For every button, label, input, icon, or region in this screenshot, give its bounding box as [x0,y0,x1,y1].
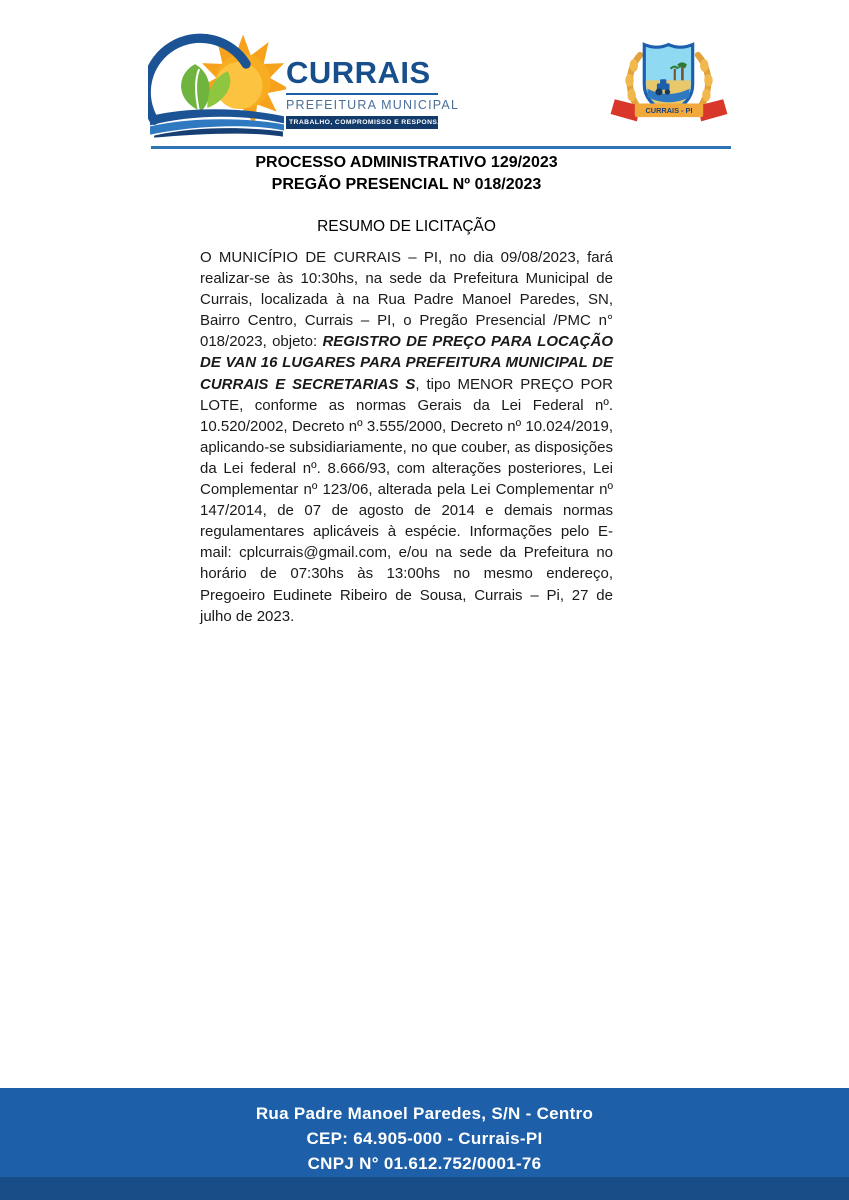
crest-ribbon-label: CURRAIS - PI [645,105,693,115]
document-footer [0,1088,849,1200]
footer-cep: CEP: 64.905-000 - Currais-PI [306,1129,543,1148]
footer-address: Rua Padre Manoel Paredes, S/N - Centro [255,1104,594,1123]
currais-crest [608,34,730,134]
footer-text-block [0,1088,849,1176]
logo-divider [286,93,438,95]
summary-paragraph [200,247,613,627]
logo-text-block [286,55,478,129]
summary-heading: RESUMO DE LICITAÇÃO [317,218,496,235]
logo-subtitle: PREFEITURA MUNICIPAL [286,97,460,112]
logo-tagline-banner: TRABALHO, COMPROMISSO E RESPONSABILIDADE [286,116,438,129]
coat-of-arms-icon [608,34,730,134]
footer-cnpj: CNPJ N° 01.612.752/0001-76 [307,1154,542,1173]
sun-leaf-field-icon [148,30,286,138]
paragraph-lead-text: O MUNICÍPIO DE CURRAIS – PI, no dia 09/08/2023, fará realizar-se às 10:30hs, na sede da Prefeitura Municipal de Currais, localizada à na Rua Padre Manoel Paredes, SN, Bairro Centro, Currais – PI, o Pregão Presencial /PMC n° 018/2023, objeto: [200,249,613,351]
shield-icon [644,45,692,113]
header-divider-line [151,146,731,149]
footer-bottom-strip [0,1177,849,1200]
logo-wordmark: CURRAIS [286,55,431,91]
pregao-title: PREGÃO PRESENCIAL Nº 018/2023 [271,176,542,193]
paragraph-object-emphasis: REGISTRO DE PREÇO PARA LOCAÇÃO DE VAN 16 LUGARES PARA PREFEITURA MUNICIPAL DE CURRAIS E SECRETARIAS S [200,333,613,393]
process-title: PROCESSO ADMINISTRATIVO 129/2023 [255,154,558,171]
prefeitura-logo [148,30,478,138]
field-waves-icon [150,109,284,137]
paragraph-tail-text: , tipo MENOR PREÇO POR LOTE, conforme as normas Gerais da Lei Federal nº. 10.520/2002, Decreto nº 3.555/2000, Decreto nº 10.024/2019, aplicando-se subsidiariamente, no que couber, as disposições da Lei federal nº. 8.666/93, com alterações posteriores, Lei Complementar nº 123/06, alterada pela Lei Complementar nº 147/2014, de 07 de agosto de 2014 e demais normas regulamentares aplicáveis à espécie. Informações pelo E-mail: cplcurrais@gmail.com, e/ou na sede da Prefeitura no horário de 07:30hs às 13:00hs no mesmo endereço, Pregoeiro Eudinete Ribeiro de Sousa, Currais – Pi, 27 de julho de 2023. [200,375,614,625]
title-block [200,152,613,237]
